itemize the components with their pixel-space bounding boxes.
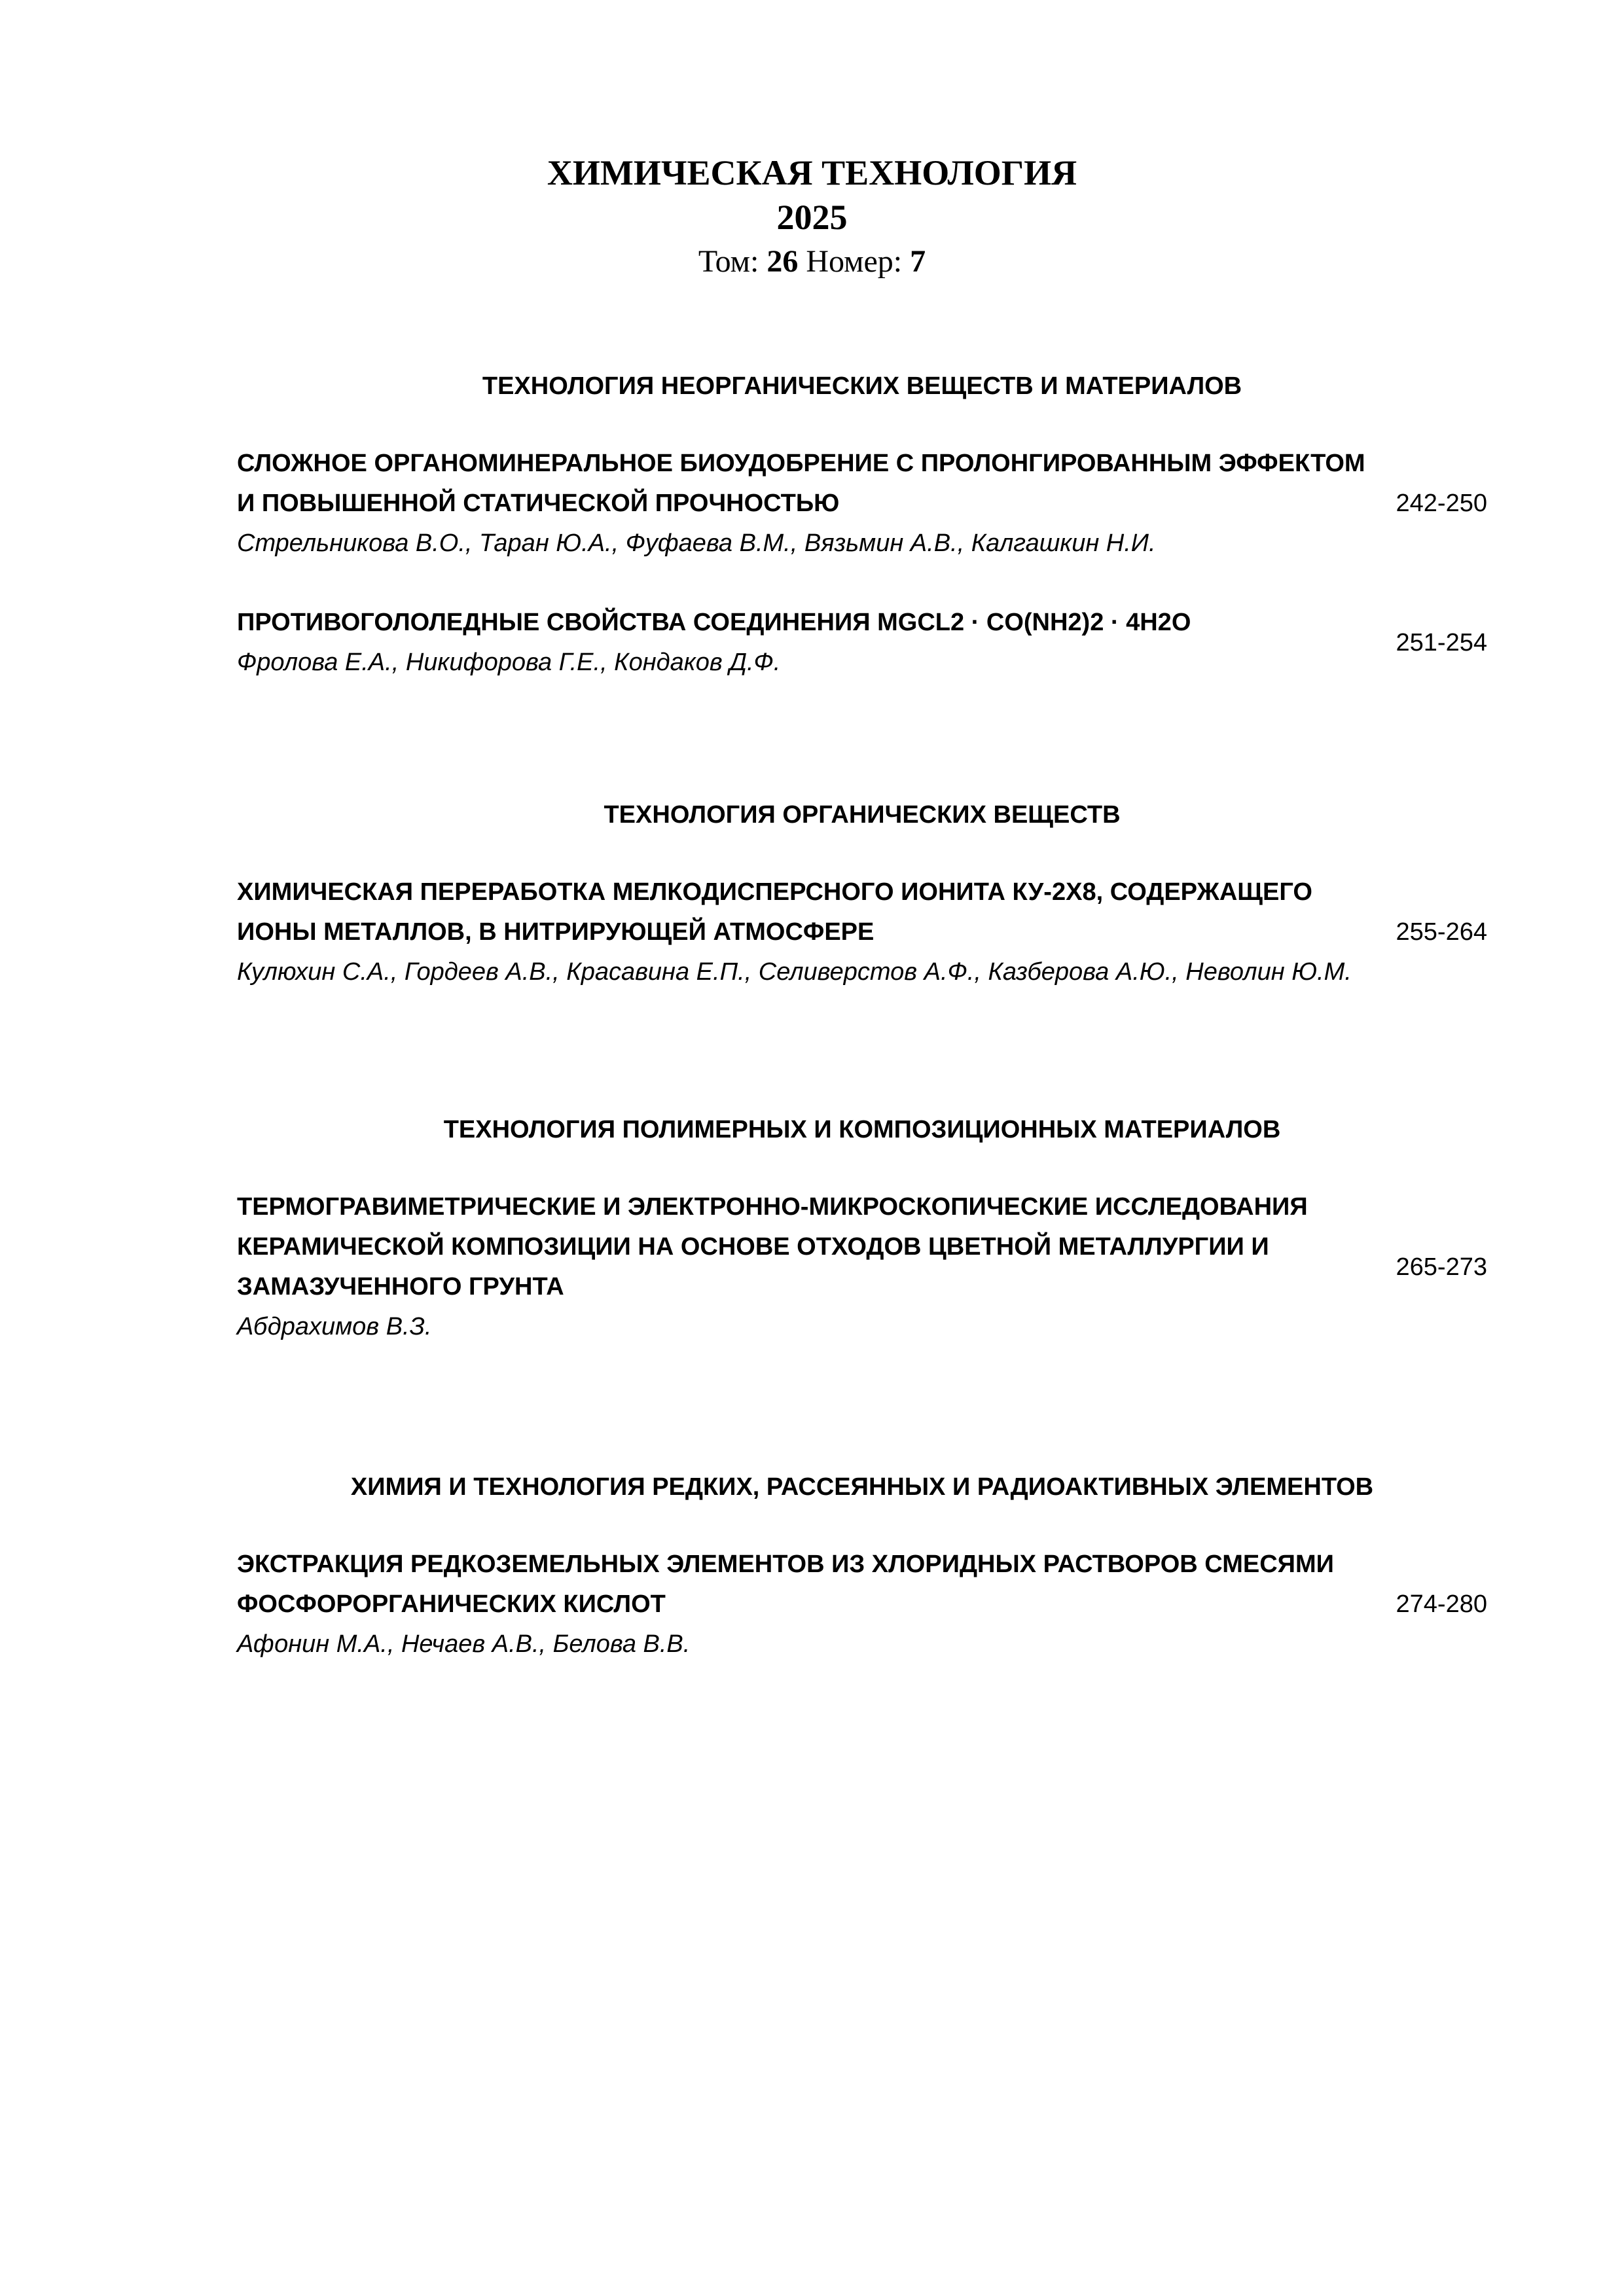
section-title: ХИМИЯ И ТЕХНОЛОГИЯ РЕДКИХ, РАССЕЯННЫХ И РАДИОАКТИВНЫХ ЭЛЕМЕНТОВ bbox=[350, 1473, 1374, 1501]
article-authors: Стрельникова В.О., Таран Ю.А., Фуфаева В.М., Вязьмин А.В., Калгашкин Н.И. bbox=[237, 529, 1156, 557]
article-entry bbox=[237, 1187, 1487, 1347]
issue-number: 7 bbox=[910, 244, 926, 279]
journal-year: 2025 bbox=[776, 198, 848, 237]
article-body bbox=[237, 1187, 1376, 1347]
section-title: ТЕХНОЛОГИЯ ОРГАНИЧЕСКИХ ВЕЩЕСТВ bbox=[604, 801, 1121, 829]
section-title: ТЕХНОЛОГИЯ НЕОРГАНИЧЕСКИХ ВЕЩЕСТВ И МАТЕРИАЛОВ bbox=[482, 372, 1242, 400]
section-title: ТЕХНОЛОГИЯ ПОЛИМЕРНЫХ И КОМПОЗИЦИОННЫХ МАТЕРИАЛОВ bbox=[443, 1116, 1281, 1143]
article-pages: 255-264 bbox=[1396, 918, 1487, 946]
article-title: СЛОЖНОЕ ОРГАНОМИНЕРАЛЬНОЕ БИОУДОБРЕНИЕ С ПРОЛОНГИРОВАННЫМ ЭФФЕКТОМ И ПОВЫШЕННОЙ СТАТИЧЕСКОЙ ПРОЧНОСТЬЮ bbox=[237, 450, 1365, 517]
article-entry bbox=[237, 1545, 1487, 1664]
article-pages: 251-254 bbox=[1396, 628, 1487, 656]
article-pages: 242-250 bbox=[1396, 490, 1487, 517]
article-title: ХИМИЧЕСКАЯ ПЕРЕРАБОТКА МЕЛКОДИСПЕРСНОГО ИОНИТА КУ-2Х8, СОДЕРЖАЩЕГО ИОНЫ МЕТАЛЛОВ, В НИТРИРУЮЩЕЙ АТМОСФЕРЕ bbox=[237, 878, 1312, 946]
toc-section bbox=[237, 367, 1487, 683]
masthead bbox=[0, 151, 1624, 283]
issue-label: Номер: bbox=[806, 244, 903, 279]
article-body bbox=[237, 444, 1376, 564]
article-title: ЭКСТРАКЦИЯ РЕДКОЗЕМЕЛЬНЫХ ЭЛЕМЕНТОВ ИЗ ХЛОРИДНЫХ РАСТВОРОВ СМЕСЯМИ ФОСФОРОРГАНИЧЕСКИХ КИСЛОТ bbox=[237, 1551, 1334, 1618]
article-pages: 274-280 bbox=[1396, 1590, 1487, 1618]
article-authors: Афонин М.А., Нечаев А.В., Белова В.В. bbox=[237, 1630, 691, 1658]
article-body bbox=[237, 1545, 1376, 1664]
article-pages: 265-273 bbox=[1396, 1253, 1487, 1281]
article-entry bbox=[237, 872, 1487, 992]
table-of-contents bbox=[237, 367, 1487, 1704]
article-authors: Абдрахимов В.З. bbox=[237, 1313, 432, 1340]
article-entry bbox=[237, 444, 1487, 564]
article-authors: Фролова Е.А., Никифорова Г.Е., Кондаков Д.Ф. bbox=[237, 649, 781, 676]
article-entry bbox=[237, 603, 1487, 683]
article-body bbox=[237, 603, 1376, 683]
issue-line bbox=[0, 241, 1624, 283]
toc-section bbox=[237, 1110, 1487, 1347]
article-authors: Кулюхин С.А., Гордеев А.В., Красавина Е.П., Селиверстов А.Ф., Казберова А.Ю., Неволин Ю.М. bbox=[237, 958, 1352, 986]
journal-title: ХИМИЧЕСКАЯ ТЕХНОЛОГИЯ bbox=[547, 153, 1077, 192]
volume-label: Том: bbox=[698, 244, 759, 279]
article-title: ТЕРМОГРАВИМЕТРИЧЕСКИЕ И ЭЛЕКТРОННО-МИКРОСКОПИЧЕСКИЕ ИССЛЕДОВАНИЯ КЕРАМИЧЕСКОЙ КОМПОЗИЦИИ НА ОСНОВЕ ОТХОДОВ ЦВЕТНОЙ МЕТАЛЛУРГИИ И ЗАМАЗУЧЕННОГО ГРУНТА bbox=[237, 1193, 1308, 1300]
toc-section bbox=[237, 1467, 1487, 1664]
volume-number: 26 bbox=[767, 244, 799, 279]
toc-section bbox=[237, 795, 1487, 992]
article-body bbox=[237, 872, 1376, 992]
article-title: ПРОТИВОГОЛОЛЕДНЫЕ СВОЙСТВА СОЕДИНЕНИЯ MGCL2 · CO(NH2)2 · 4H2O bbox=[237, 609, 1191, 636]
